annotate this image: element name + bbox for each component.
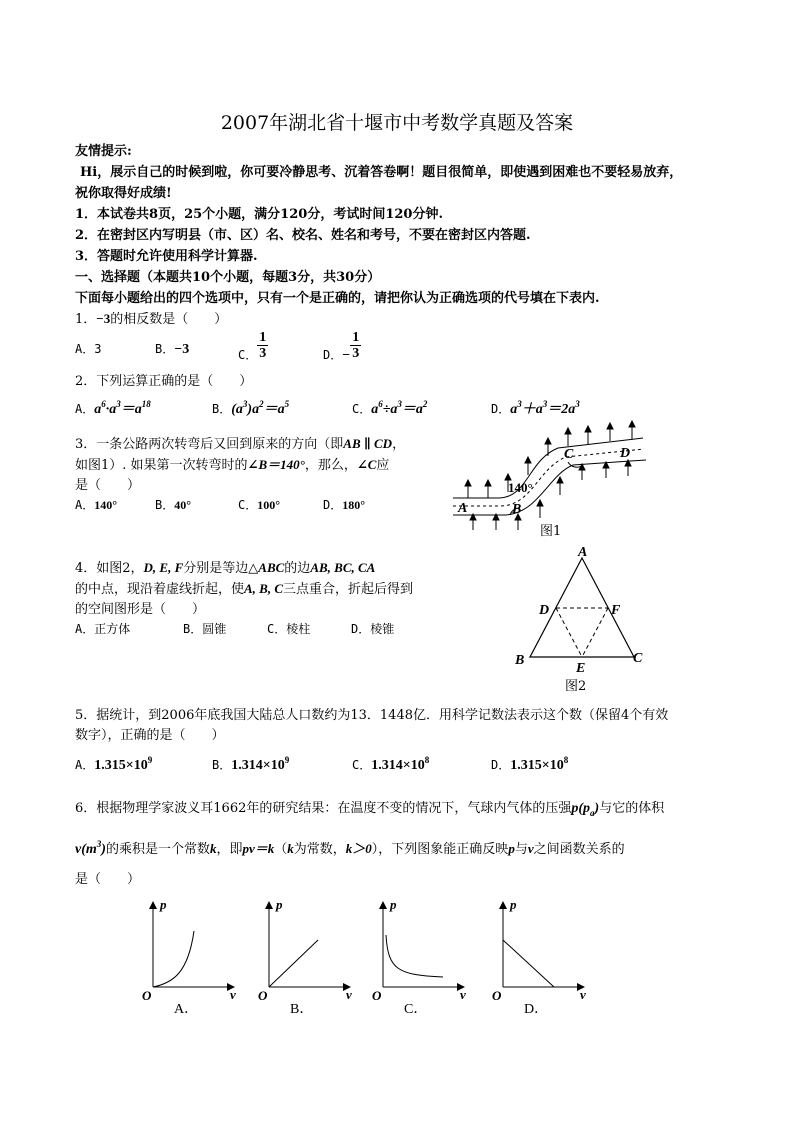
graph-b [258, 897, 352, 1017]
section-heading: 一、选择题（本题共10个小题，每题3分，共30分） [75, 270, 381, 285]
question-5-line-2: 数字），正确的是（ ） [75, 728, 225, 743]
question-4-line-2: 的中点，现沿着虚线折起，使A, B, C三点重合，折起后得到 [75, 581, 414, 597]
figure-2-point-c: C [633, 651, 643, 666]
q2-option-b: B．$(a^3)a^2=a^5$ [212, 399, 290, 417]
graph-c-v-label: v [460, 987, 466, 1002]
q3-option-c: C．100° [238, 498, 281, 512]
question-1-stem [75, 308, 227, 327]
q2-option-d: D．$a^3+a^3=2a^3$ [491, 399, 580, 417]
question-5-options [75, 755, 635, 775]
figure-1-point-a: A [458, 501, 468, 516]
graph-d [492, 897, 586, 1017]
q3-option-a: A．140° [75, 498, 118, 512]
graph-b-line [269, 940, 318, 987]
q1-stem-text: 的相反数是（ ） [110, 312, 228, 327]
graph-b-caption: B． [290, 1002, 314, 1017]
figure-1-point-d: D [620, 446, 631, 461]
q5-option-b: B．$1.314\times 10^9$ [212, 755, 290, 773]
graph-b-origin: O [258, 988, 268, 1003]
graph-d-v-label: v [580, 987, 586, 1002]
question-5-line-1: 5．据统计，到2006年底我国大陆总人口数约为13．1448亿．用科学记数法表示这个数（保留4个有效 [75, 708, 669, 723]
q5-option-c: C．$1.314\times 10^8$ [352, 755, 430, 773]
figure-1-caption: 图1 [540, 524, 562, 539]
road-lower-edge [453, 460, 646, 515]
figure-2-point-a: A [578, 545, 588, 560]
q4-option-a: A．正方体 [75, 622, 131, 636]
figure-2-caption: 图2 [565, 679, 587, 694]
question-3-line-1: 3．一条公路两次转弯后又回到原来的方向（即AB ∥ CD， [75, 436, 406, 452]
graph-d-line [503, 940, 554, 987]
question-6-line-2: $v(m^3)$的乘积是一个常数k，即pv＝k（k为常数，k＞0），下列图象能正确反映p与v之间函数关系的 [75, 839, 625, 857]
graph-c [372, 897, 466, 1017]
q1-option-b: B．−3 [155, 342, 190, 357]
notice-line-1: Hi，展示自己的时候到啦，你可要冷静思考、沉着答卷啊！题目很简单，即使遇到困难也不要轻易放弃， [80, 165, 683, 180]
question-4-line-1: 4．如图2，D, E, F分别是等边△ABC的边AB, BC, CA [75, 560, 376, 576]
graph-c-curve [386, 935, 443, 977]
notice-rule-2: 2．在密封区内写明县（市、区）名、校名、姓名和考号，不要在密封区内答题. [75, 228, 531, 243]
q4-option-c: C．棱柱 [267, 622, 311, 636]
question-6-line-1: 6．根据物理学家波义耳1662年的研究结果：在温度不变的情况下，气球内气体的压强$p(p_a)$与它的体积 [75, 801, 665, 818]
graph-a-caption: A． [174, 1002, 199, 1017]
q4-option-d: D．棱锥 [351, 622, 395, 636]
graph-c-caption: C． [404, 1002, 428, 1017]
question-3-line-2: 如图1）. 如果第一次转弯时的∠B＝140°，那么，∠C应 [75, 457, 390, 473]
graph-a-origin: O [142, 988, 152, 1003]
question-3-options [75, 496, 405, 514]
q4-option-b: B．圆锥 [183, 622, 227, 636]
notice-line-2: 祝你取得好成绩! [75, 186, 172, 201]
notice-rule-3: 3．答题时允许使用科学计算器. [75, 249, 258, 264]
graph-c-origin: O [372, 988, 382, 1003]
q1-number: 1． [75, 312, 97, 327]
question-2-stem: 2．下列运算正确的是（ ） [75, 374, 253, 389]
graph-d-p-label: p [510, 897, 517, 912]
q3-option-b: B．40° [155, 498, 192, 512]
question-4-line-3: 的空间图形是（ ） [75, 602, 206, 617]
graph-a [142, 897, 236, 1017]
figure-2-triangle [505, 540, 655, 675]
graph-b-p-label: p [276, 897, 283, 912]
section-instruction: 下面每小题给出的四个选项中，只有一个是正确的，请把你认为正确选项的代号填在下表内. [75, 291, 600, 306]
q1-option-d: D．− $\frac{1}{3}$ [323, 330, 360, 363]
figure-2-point-b: B [515, 653, 525, 668]
q3-option-d: D．180° [323, 498, 366, 512]
figure-1-angle-label: 140° [508, 480, 533, 495]
figure-1-point-b: B [512, 502, 522, 517]
q1-option-c: C． $\frac{1}{3}$ [238, 330, 267, 362]
graph-b-v-label: v [346, 987, 352, 1002]
q2-option-c: C．$a^6\div a^3=a^2$ [352, 399, 428, 417]
figure-2-point-f: F [611, 603, 621, 618]
q1-math: −3 [96, 311, 111, 326]
graph-a-v-label: v [230, 987, 236, 1002]
graph-d-caption: D． [524, 1002, 549, 1017]
q5-option-a: A．$1.315\times 10^9$ [75, 755, 153, 773]
page-title: 2007年湖北省十堰市中考数学真题及答案 [220, 112, 574, 134]
question-6-graphs [138, 895, 608, 1020]
notice-heading: 友情提示: [75, 144, 132, 159]
graph-a-curve [153, 931, 194, 987]
q5-option-d: D．$1.315\times 10^8$ [491, 755, 569, 773]
notice-rule-1: 1．本试卷共8页，25个小题，满分120分，考试时间120分钟. [75, 207, 443, 222]
question-4-options [75, 620, 405, 638]
graph-c-p-label: p [390, 897, 397, 912]
question-3-line-3: 是（ ） [75, 478, 141, 493]
figure-1-point-c: C [564, 447, 574, 462]
figure-2-point-e: E [576, 661, 586, 675]
graph-a-p-label: p [160, 897, 167, 912]
graph-d-origin: O [492, 988, 502, 1003]
road-centerline [453, 449, 644, 506]
figure-2-point-d: D [539, 603, 550, 618]
q1-option-a: A．3 [75, 342, 102, 356]
question-6-line-3: 是（ ） [75, 872, 141, 887]
q2-option-a: A．$a^6\cdot a^3=a^{18}$ [75, 399, 151, 417]
